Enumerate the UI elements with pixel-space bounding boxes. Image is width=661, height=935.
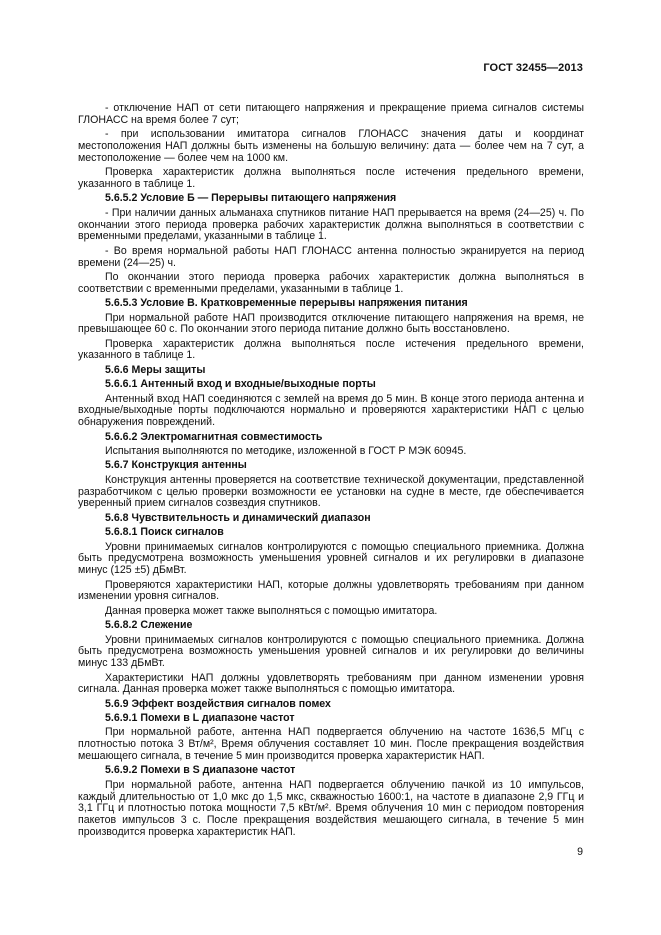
body-paragraph: Конструкция антенны проверяется на соответствие технической документации, представленной разработчиком с целью проверки возможности ее установки на судне в месте, где обеспечивается уверенный прием сигналов созвездия спутников. — [78, 473, 584, 510]
section-heading: 5.6.5.3 Условие В. Кратковременные перерывы напряжения питания — [105, 297, 468, 310]
document-body — [78, 103, 584, 841]
body-paragraph: Проверяются характеристики НАП, которые должны удовлетворять требованиям при данном изменении уровня сигналов. — [78, 578, 584, 603]
section-heading: 5.6.5.2 Условие Б — Перерывы питающего напряжения — [105, 192, 397, 205]
section-heading: 5.6.8.2 Слежение — [105, 619, 193, 632]
body-paragraph: При нормальной работе, антенна НАП подвергается облучению на частоте 1636,5 МГц с плотностью потока 3 Вт/м², Время облучения составляет 10 мин. После прекращения воздействия мешающего сигнала, в течение 5 мин производится проверка характеристик НАП. — [78, 726, 584, 763]
section-heading: 5.6.9.2 Помехи в S диапазоне частот — [105, 764, 296, 777]
page-number: 9 — [577, 846, 583, 858]
section-heading: 5.6.8 Чувствительность и динамический диапазон — [105, 511, 371, 524]
section-heading: 5.6.9.1 Помехи в L диапазоне частот — [105, 712, 295, 725]
section-heading: 5.6.6.1 Антенный вход и входные/выходные порты — [105, 378, 376, 391]
section-heading: 5.6.6.2 Электромагнитная совместимость — [105, 430, 323, 443]
body-paragraph: Испытания выполняются по методике, изложенной в ГОСТ Р МЭК 60945. — [105, 445, 467, 458]
body-paragraph: - отключение НАП от сети питающего напряжения и прекращение приема сигналов системы ГЛОНАСС на время более 7 сут; — [78, 102, 584, 126]
body-paragraph: Уровни принимаемых сигналов контролируются с помощью специального приемника. Должна быть предусмотрена возможность уменьшения уровней сигналов и их регулировки в диапазоне минус (125 ±5) дБмВт. — [78, 540, 584, 577]
section-heading: 5.6.6 Меры защиты — [105, 363, 206, 376]
body-paragraph: Проверка характеристик должна выполняться после истечения предельного времени, указанного в таблице 1. — [78, 337, 584, 362]
body-paragraph: - При наличии данных альманаха спутников питание НАП прерывается на время (24—25) ч. По окончании этого периода проверка рабочих характеристик должна выполняться в соответствии с временными пределами, указанными в таблице 1. — [78, 206, 584, 243]
section-heading: 5.6.8.1 Поиск сигналов — [105, 526, 224, 539]
standard-number: ГОСТ 32455—2013 — [483, 62, 583, 74]
body-paragraph: Проверка характеристик должна выполняться после истечения предельного времени, указанного в таблице 1. — [78, 166, 584, 190]
section-heading: 5.6.7 Конструкция антенны — [105, 459, 247, 472]
body-paragraph: Данная проверка может также выполняться с помощью имитатора. — [105, 604, 438, 617]
body-paragraph: При нормальной работе, антенна НАП подвергается облучению пачкой из 10 импульсов, каждый длительностью от 1,0 мкс до 1,5 мкс, скважностью 1600:1, на частоте в диапазоне 2,9 ГГц и 3,1 ГГц и плотностью потока мощности 7,5 кВт/м². Время облучения 10 мин с периодом повторения пакетов импульсов 3 с. После прекращения воздействия мешающего сигнала, в течение 5 мин производится проверка характеристик НАП. — [78, 778, 584, 839]
body-paragraph: - Во время нормальной работы НАП ГЛОНАСС антенна полностью экранируется на период времени (24—25) ч. — [78, 244, 584, 269]
body-paragraph: При нормальной работе НАП производится отключение питающего напряжения на время, не превышающее 60 с. По окончании этого периода питание должно быть восстановлено. — [78, 311, 584, 336]
body-paragraph: По окончании этого периода проверка рабочих характеристик должна выполняться в соответствии с временными пределами, указанными в таблице 1. — [78, 270, 584, 295]
body-paragraph: Характеристики НАП должны удовлетворять требованиям при данном изменении уровня сигнала. Данная проверка может также выполняться с помощью имитатора. — [78, 671, 584, 696]
body-paragraph: - при использовании имитатора сигналов ГЛОНАСС значения даты и координат местоположения НАП должны быть изменены на большую величину: дата — более чем на 7 сут, а местоположение — более чем на 1000 км. — [78, 128, 584, 164]
section-heading: 5.6.9 Эффект воздействия сигналов помех — [105, 697, 331, 710]
body-paragraph: Антенный вход НАП соединяются с землей на время до 5 мин. В конце этого периода антенна и входные/выходные порты подключаются нормально и проверяются характеристики НАП с целью обнаружения повреждений. — [78, 392, 584, 429]
body-paragraph: Уровни принимаемых сигналов контролируются с помощью специального приемника. Должна быть предусмотрена возможность уменьшения уровней сигналов и их регулировки до величины минус 133 дБмВт. — [78, 633, 584, 670]
